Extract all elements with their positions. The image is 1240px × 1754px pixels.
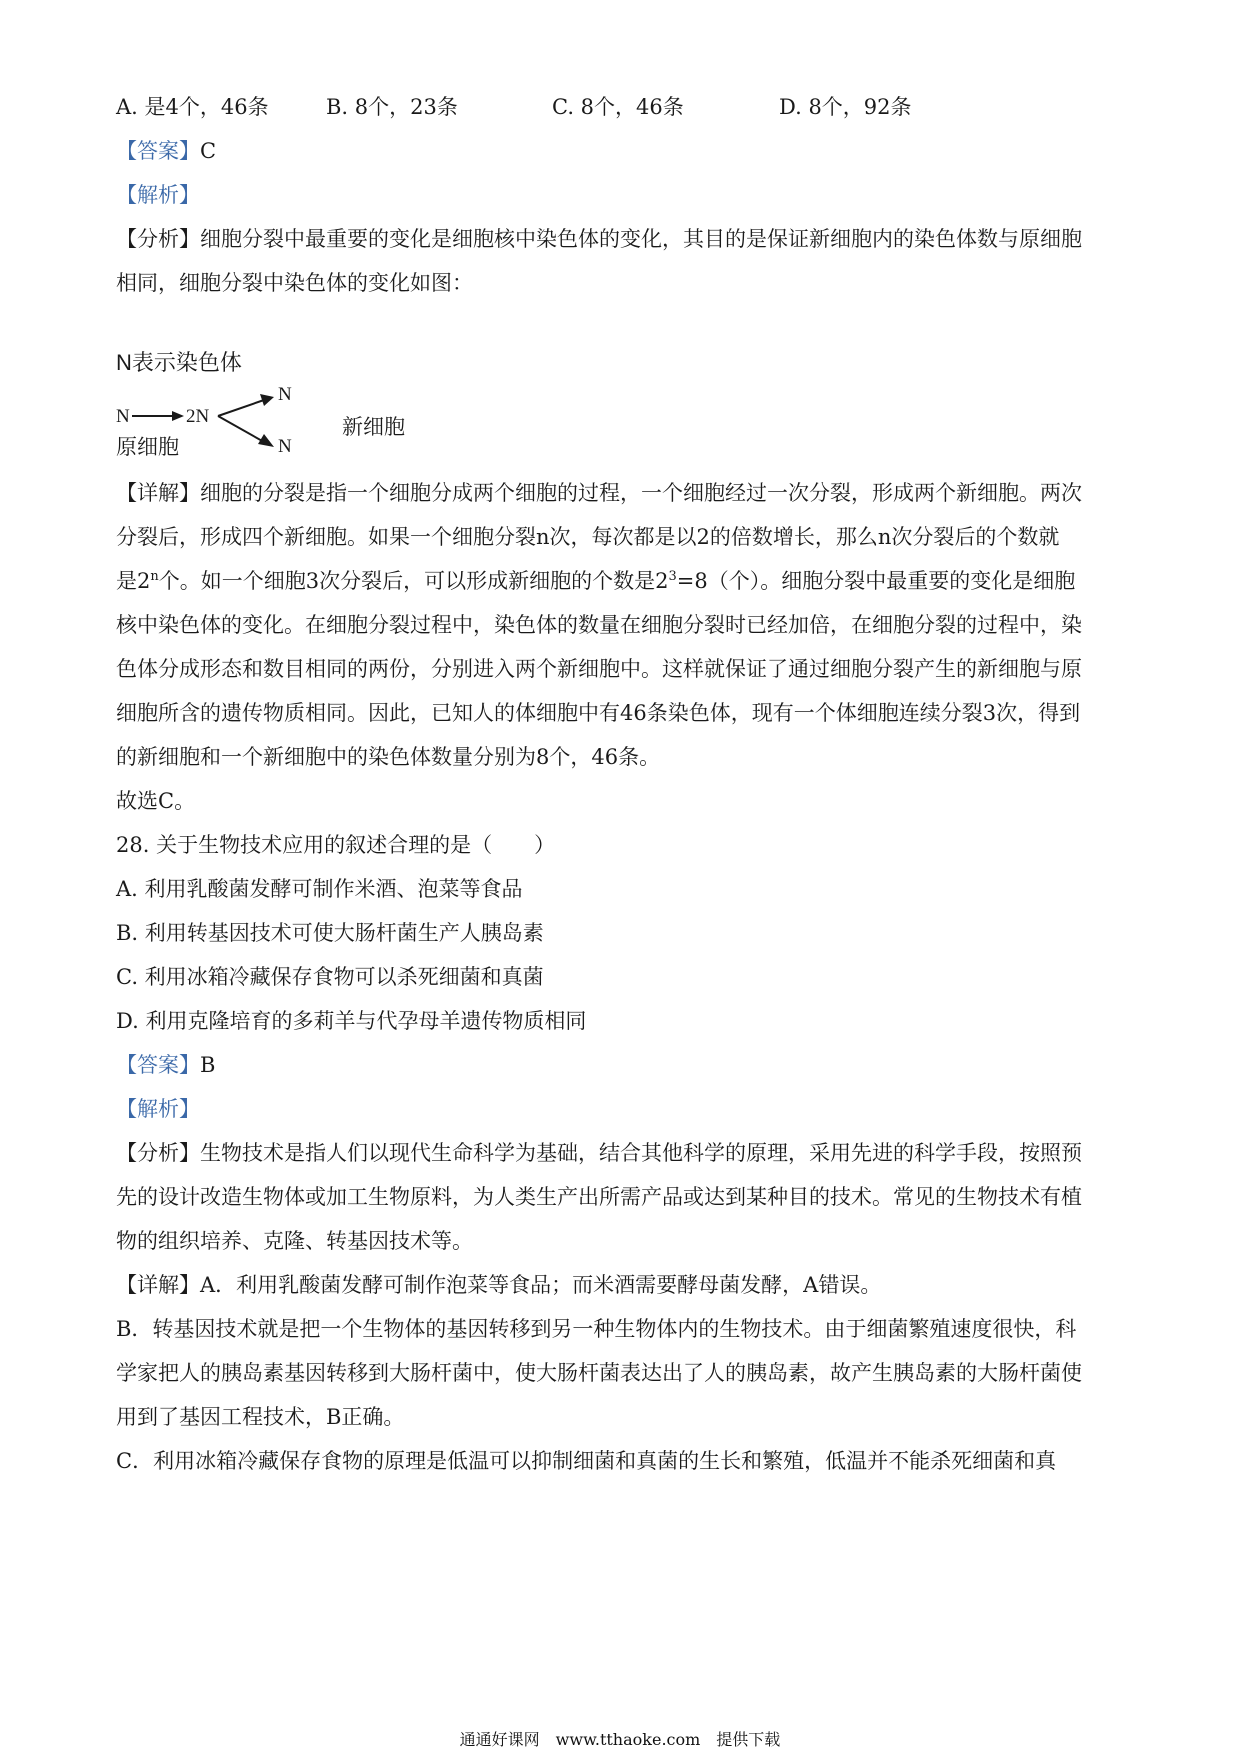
q27-analysis-line-1: [116, 224, 1126, 254]
analysis-text: 生物技术是指人们以现代生命科学为基础，结合其他科学的原理，采用先进的科学手段，按照预: [200, 1141, 1082, 1165]
diagram-label-new: 新细胞: [342, 416, 405, 439]
q27-detail-line-2: 分裂后，形成四个新细胞。如果一个细胞分裂n次，每次都是以2的倍数增长，那么n次分裂后的个数就: [116, 525, 1060, 549]
arrowhead-bottom: [258, 434, 274, 447]
q27-detail-line-1: [116, 478, 1126, 508]
q28-detail-b-line-3: 用到了基因工程技术，B正确。: [116, 1405, 405, 1429]
analysis-tag: 【分析】: [116, 227, 200, 251]
q27-detail-line-5: 色体分成形态和数目相同的两份，分别进入两个新细胞中。这样就保证了通过细胞分裂产生的新细胞与原: [116, 657, 1082, 681]
analysis-text: 细胞分裂中最重要的变化是细胞核中染色体的变化，其目的是保证新细胞内的染色体数与原细胞: [200, 227, 1082, 251]
q28-answer: [116, 1050, 1126, 1080]
diagram-label-origin: 原细胞: [116, 436, 179, 459]
detail-line3-post: =8（个）。细胞分裂中最重要的变化是细胞: [676, 569, 1076, 593]
q27-detail-line-3: [116, 566, 1126, 596]
q27-conclusion: 故选C。: [116, 789, 196, 813]
footer-watermark: 通通好课网 www.tthaoke.com 提供下载: [459, 1730, 781, 1749]
detail-text: A．利用乳酸菌发酵可制作泡菜等食品；而米酒需要酵母菌发酵，A错误。: [200, 1273, 882, 1297]
q28-option-a: A. 利用乳酸菌发酵可制作米酒、泡菜等食品: [116, 877, 523, 901]
q27-detail-line-7: 的新细胞和一个新细胞中的染色体数量分别为8个，46条。: [116, 745, 661, 769]
diagram-legend: N表示染色体: [116, 350, 242, 375]
q27-detail-line-6: 细胞所含的遗传物质相同。因此，已知人的体细胞中有46条染色体，现有一个体细胞连续分裂3次，得到: [116, 701, 1081, 725]
jiexi-tag: 【解析】: [116, 183, 200, 207]
q28-option-d: D. 利用克隆培育的多莉羊与代孕母羊遗传物质相同: [116, 1009, 587, 1033]
q27-analysis-line-2: 相同，细胞分裂中染色体的变化如图：: [116, 271, 473, 295]
superscript-3: 3: [668, 569, 677, 584]
q28-detail-c-line-1: C．利用冰箱冷藏保存食物的原理是低温可以抑制细菌和真菌的生长和繁殖，低温并不能杀死细菌和真: [116, 1449, 1057, 1473]
diagram-start-n: N: [116, 406, 130, 427]
q28-detail-b-line-1: B．转基因技术就是把一个生物体的基因转移到另一种生物体内的生物技术。由于细菌繁殖速度很快，科: [116, 1317, 1077, 1341]
arrow-to-top-n: [218, 400, 264, 416]
detail-line3-mid: 个。如一个细胞3次分裂后，可以形成新细胞的个数是2: [158, 569, 669, 593]
chromosome-diagram: [116, 346, 436, 464]
arrowhead-top: [260, 394, 274, 406]
detail-tag: 【详解】: [116, 1273, 200, 1297]
q27-option-b: B. 8个，23条: [326, 95, 458, 119]
q28-detail-a: [116, 1270, 1126, 1300]
arrow-to-bottom-n: [218, 416, 264, 442]
detail-tag: 【详解】: [116, 481, 200, 505]
diagram-end-bottom-n: N: [278, 436, 292, 457]
q28-analysis-line-3: 物的组织培养、克隆、转基因技术等。: [116, 1229, 473, 1253]
q27-jiexi-heading: [116, 180, 1126, 210]
q27-option-d: D. 8个，92条: [779, 95, 912, 119]
q27-option-a: A. 是4个，46条: [116, 95, 269, 119]
q27-option-c: C. 8个，46条: [552, 95, 684, 119]
q28-option-b: B. 利用转基因技术可使大肠杆菌生产人胰岛素: [116, 921, 544, 945]
q28-option-c: C. 利用冰箱冷藏保存食物可以杀死细菌和真菌: [116, 965, 544, 989]
superscript-n: n: [150, 569, 159, 584]
q27-detail-line-4: 核中染色体的变化。在细胞分裂过程中，染色体的数量在细胞分裂时已经加倍，在细胞分裂的过程中，染: [116, 613, 1082, 637]
q27-answer: [116, 136, 1126, 166]
detail-text: 细胞的分裂是指一个细胞分成两个细胞的过程，一个细胞经过一次分裂，形成两个新细胞。两次: [200, 481, 1082, 505]
answer-value: B: [200, 1053, 216, 1077]
jiexi-tag: 【解析】: [116, 1097, 200, 1121]
diagram-end-top-n: N: [278, 384, 292, 405]
detail-line3-pre: 是2: [116, 569, 151, 593]
answer-tag: 【答案】: [116, 1053, 200, 1077]
q28-jiexi-heading: [116, 1094, 1126, 1124]
q28-stem: 28. 关于生物技术应用的叙述合理的是（ ）: [116, 833, 556, 857]
answer-value: C: [200, 139, 217, 163]
q28-analysis-line-2: 先的设计改造生物体或加工生物原料，为人类生产出所需产品或达到某种目的技术。常见的生物技术有植: [116, 1185, 1082, 1209]
diagram-middle-2n: 2N: [186, 406, 210, 427]
answer-tag: 【答案】: [116, 139, 200, 163]
arrowhead-1: [172, 411, 184, 421]
analysis-tag: 【分析】: [116, 1141, 200, 1165]
q28-detail-b-line-2: 学家把人的胰岛素基因转移到大肠杆菌中，使大肠杆菌表达出了人的胰岛素，故产生胰岛素的大肠杆菌使: [116, 1361, 1082, 1385]
q28-analysis-line-1: [116, 1138, 1126, 1168]
